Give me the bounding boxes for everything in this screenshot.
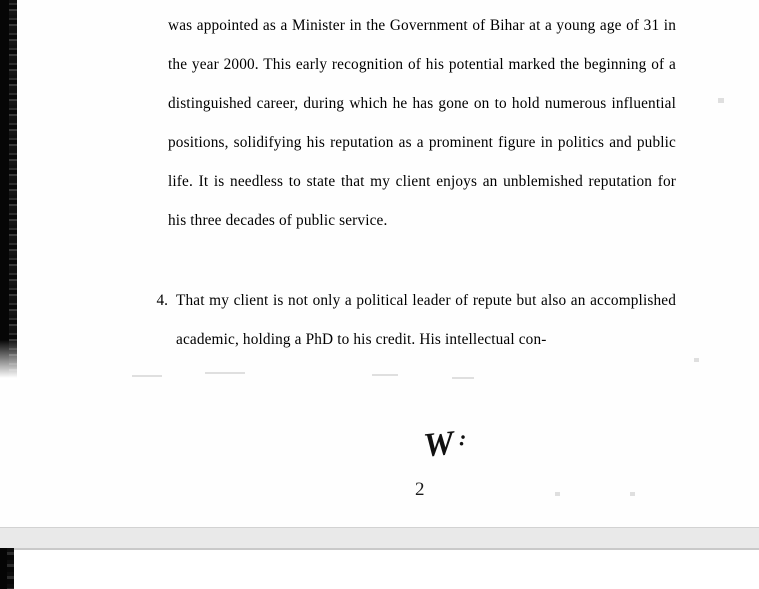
scan-speckle <box>205 372 245 374</box>
paragraph-continued: was appointed as a Minister in the Government of Bihar at a young age of 31 in the year 2000. This early recognition of his potential marked the beginning of a distinguished career, during which he has gone on to hold numerous influential positions, solidifying his reputation as a prominent figure in politics and public life. It is needless to state that my client enjoys an unblemished reputation for his three decades of public service. <box>168 17 676 229</box>
page-number: 2 <box>415 479 425 500</box>
signature-dots: : <box>459 425 467 451</box>
handwritten-signature <box>422 420 497 475</box>
next-page-scan-edge-dark-band <box>0 548 7 589</box>
scan-speckle <box>452 377 474 379</box>
scan-speckle <box>555 492 560 496</box>
next-page-top <box>0 548 759 589</box>
page-separator-gap <box>0 527 759 549</box>
paragraph-4-text: That my client is not only a political leader of repute but also an accomplished academic, holding a PhD to his credit. His intellectual con- <box>176 292 676 348</box>
scan-speckle <box>630 492 635 496</box>
scan-speckle <box>372 374 398 376</box>
scan-left-edge-fade <box>0 340 20 380</box>
paragraph-4-number: 4. <box>156 292 168 309</box>
scan-speckle <box>132 375 162 377</box>
scan-speckle <box>694 358 699 362</box>
scan-speckle <box>718 98 724 103</box>
scan-left-edge-dark-band <box>0 0 9 378</box>
signature-mark: W <box>421 424 454 465</box>
paragraph-4 <box>146 281 676 359</box>
next-page-top-shadow <box>14 548 759 550</box>
